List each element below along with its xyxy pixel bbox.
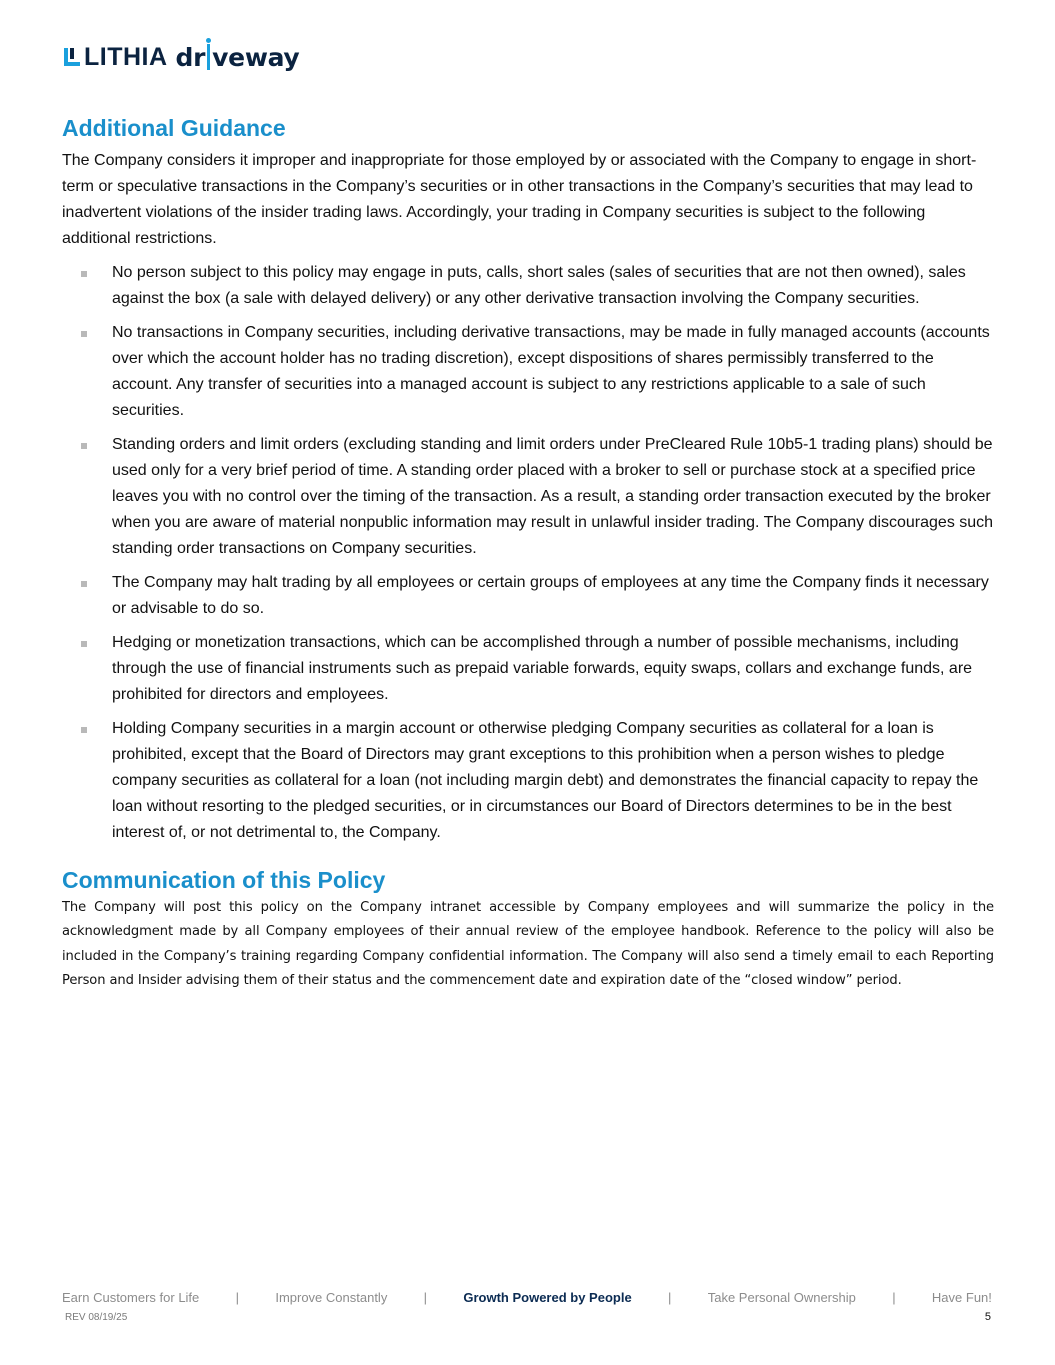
list-item [62,260,994,312]
document-body [62,112,994,993]
footer-separator: | [668,1290,672,1305]
list-item [62,432,994,562]
footer-value-2: Improve Constantly [275,1290,388,1305]
list-item [62,716,994,846]
footer-separator: | [423,1290,428,1305]
footer-value-5: Have Fun! [931,1290,992,1305]
bullet-square-icon [81,271,87,277]
communication-section [62,864,994,993]
footer-value-3: Growth Powered by People [463,1290,632,1305]
list-item [62,570,994,622]
company-logo [62,40,299,74]
list-item-text: No transactions in Company securities, including derivative transactions, may be made in fully managed accounts (accounts over which the account holder has no trading discretion), except dispositions of shares permissibly transferred to the account. Any transfer of securities into a managed account is subject to any restrictions applicable to a sale of such securities. [112,324,990,419]
logo-lithia-text: LITHIA [84,42,168,71]
list-item [62,630,994,708]
footer-value-1: Earn Customers for Life [62,1290,200,1305]
bullet-square-icon [81,581,87,587]
list-item-text: The Company may halt trading by all employees or certain groups of employees at any time the Company finds it necessary or advisable to do so. [112,574,989,617]
list-item-text: No person subject to this policy may engage in puts, calls, short sales (sales of securities that are not then owned), sales against the box (a sale with delayed delivery) or any other derivative transaction involving the Company securities. [112,264,966,307]
footer-values-bar [62,1290,992,1305]
logo-i-bar-icon [207,44,210,70]
section-heading-additional-guidance: Additional Guidance [62,115,286,141]
list-item-text: Holding Company securities in a margin account or otherwise pledging Company securities as collateral for a loan is prohibited, except that the Board of Directors may grant exceptions to this prohibition when a person wishes to pledge company securities as collateral for a loan (not including margin debt) and demonstrates the financial capacity to repay the loan without resorting to the pledged securities, or in circumstances our Board of Directors determines to be in the best interest of, or not detrimental to, the Company. [112,720,979,841]
footer-separator: | [235,1290,239,1305]
logo-driveway-text [176,43,300,72]
logo-driveway-part-2: veway [212,42,300,72]
bullet-square-icon [81,727,87,733]
section-heading-communication: Communication of this Policy [62,867,386,893]
page-number: 5 [984,1311,991,1323]
restrictions-list [62,260,994,846]
revision-label: REV 08/19/25 [65,1312,128,1323]
list-item-text: Standing orders and limit orders (excluding standing and limit orders under PreCleared Rule 10b5-1 trading plans) should be used only for a very brief period of time. A standing order placed with a broker to sell or purchase stock at a specified price leaves you with no control over the timing of the transaction. As a result, a standing order transaction executed by the broker when you are aware of material nonpublic information may result in unlawful insider trading. The Company discourages such standing order transactions on Company securities. [112,436,994,557]
lithia-mark-icon [62,45,82,69]
bullet-square-icon [81,331,87,337]
logo-driveway-part-1: dr [175,42,206,72]
list-item-text: Hedging or monetization transactions, which can be accomplished through a number of possible mechanisms, including through the use of financial instruments such as prepaid variable forwards, equity swaps, collars and exchange funds, are prohibited for directors and employees. [112,634,973,703]
footer-value-4: Take Personal Ownership [707,1290,856,1305]
section-intro-paragraph: The Company considers it improper and inappropriate for those employed by or associated with the Company to engage in short-term or speculative transactions in the Company’s securities or in other transactions in the Company’s securities that may lead to inadvertent violations of the insider trading laws. Accordingly, your trading in Company securities is subject to the following additional restrictions. [62,152,977,247]
list-item [62,320,994,424]
bullet-square-icon [81,443,87,449]
communication-paragraph: The Company will post this policy on the Company intranet accessible by Company employees and will summarize the policy in the acknowledgment made by all Company employees of their annual review of the employee handbook. Reference to the policy will also be included in the Company’s training regarding Company confidential information. The Company will also send a timely email to each Reporting Person and Insider advising them of their status and the commencement date and expiration date of the “closed window” period. [62,900,994,988]
footer-separator: | [892,1290,896,1305]
bullet-square-icon [81,641,87,647]
